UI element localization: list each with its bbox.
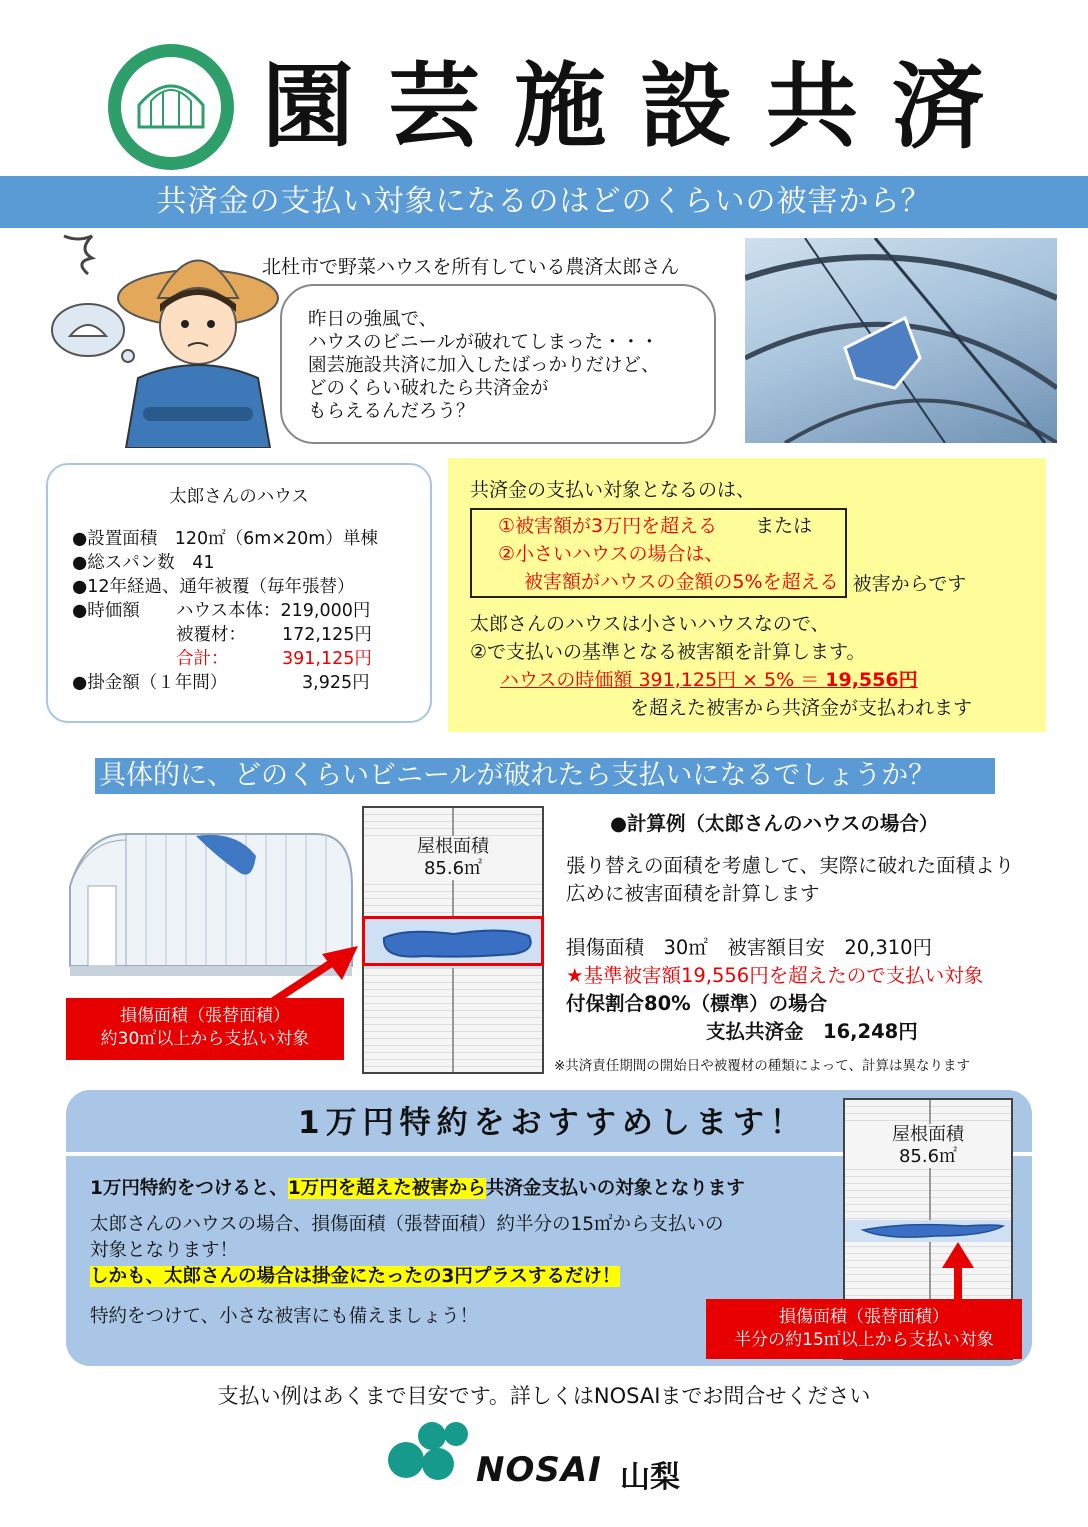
special-line3: 対象となります！ xyxy=(90,1240,239,1261)
calc-desc: 広めに被害面積を計算します xyxy=(566,882,820,905)
criteria-intro: 共済金の支払い対象となるのは、 xyxy=(470,479,756,501)
calc-example xyxy=(566,810,1014,1046)
criteria-conditions xyxy=(470,508,847,598)
section-header-payment: 共済金の支払い対象になるのはどのくらいの被害から？ xyxy=(0,176,1088,228)
roof-label: 屋根面積 xyxy=(845,1124,1011,1146)
bubble-line: 園芸施設共済に加入したばっかりだけど、 xyxy=(308,355,660,376)
brand-region: 山梨 xyxy=(620,1460,680,1495)
roof-label: 屋根面積 xyxy=(364,836,542,858)
damage-label-special xyxy=(706,1299,1022,1359)
house-spans: ●総スパン数 41 xyxy=(72,553,215,573)
house-years: ●12年経過、通年被覆（毎年張替） xyxy=(72,577,355,597)
premium-value: 3,925円 xyxy=(302,673,370,693)
body-value: 219,000円 xyxy=(280,601,371,621)
criteria-cond1: ①被害額が3万円を超える xyxy=(498,515,718,537)
calc-star: ★基準被害額19,556円を超えたので支払い対象 xyxy=(566,964,984,987)
house-area: ●設置面積 120㎡（6m×20m）単棟 xyxy=(72,529,378,549)
arrow-up-icon xyxy=(938,1240,978,1304)
nosai-logo-icon xyxy=(380,1420,476,1486)
total-value: 391,125円 xyxy=(282,649,372,669)
special-line1c: 共済金支払いの対象となります xyxy=(485,1178,745,1199)
calc-note: ※共済責任期間の開始日や被覆材の種類によって、計算は異なります xyxy=(554,1058,971,1074)
greenhouse-icon xyxy=(121,57,221,157)
damage-label-line: 約30㎡以上から支払い対象 xyxy=(100,1029,310,1049)
damage-label-line: 損傷面積（張替面積） xyxy=(120,1006,290,1026)
criteria-suffix: 被害からです xyxy=(852,573,967,595)
torn-vinyl-photo xyxy=(745,238,1057,443)
damage-label xyxy=(66,998,344,1060)
total-label: 合計： xyxy=(176,649,229,669)
damage-label-line: 損傷面積（張替面積） xyxy=(779,1307,949,1327)
special-heading: 1万円特約をおすすめします！ xyxy=(298,1105,807,1141)
damage-shape xyxy=(845,1218,1011,1244)
special-line1b: 1万円を超えた被害から xyxy=(287,1178,486,1199)
cover-label: 被覆材： xyxy=(176,625,246,645)
brand-name: NOSAI xyxy=(476,1450,602,1490)
value-label: ●時価額 xyxy=(72,601,140,621)
page-title: 園芸施設共済 xyxy=(262,53,1019,160)
roof-area: 85.6㎡ xyxy=(845,1146,1011,1168)
criteria-cond2a: ②小さいハウスの場合は、 xyxy=(498,543,724,565)
special-line4: しかも、太郎さんの場合は掛金にたったの3円プラスするだけ！ xyxy=(90,1266,621,1287)
roof-area: 85.6㎡ xyxy=(364,858,542,880)
calc-desc: 張り替えの面積を考慮して、実際に破れた面積より xyxy=(566,854,1015,877)
criteria-formula: ハウスの時価額 391,125円 × 5% ＝ xyxy=(500,669,826,691)
calc-damage: 損傷面積 30㎡ 被害額目安 20,310円 xyxy=(566,936,933,959)
criteria-cond2b: 被害額がハウスの金額の5%を超える xyxy=(524,571,839,593)
house-heading: 太郎さんのハウス xyxy=(169,487,309,507)
footer-note: 支払い例はあくまで目安です。詳しくはNOSAIまでお問合せください xyxy=(217,1384,871,1408)
damage-label-line: 半分の約15㎡以上から支払い対象 xyxy=(734,1330,994,1350)
farmer-illustration xyxy=(40,228,280,448)
damage-frame xyxy=(362,916,544,966)
section-header-example: 具体的に、どのくらいビニールが破れたら支払いになるでしょうか？ xyxy=(95,758,995,794)
criteria-or: または xyxy=(755,515,813,537)
bubble-line: どのくらい破れたら共済金が xyxy=(308,378,549,399)
bubble-line: ハウスのビニールが破れてしまった・・・ xyxy=(308,332,659,353)
calc-pay: 支払共済金 16,248円 xyxy=(706,1020,918,1043)
calc-ratio: 付保割合80%（標準）の場合 xyxy=(566,992,828,1015)
criteria-line3: を超えた被害から共済金が支払われます xyxy=(630,697,973,719)
calc-title: ●計算例（太郎さんのハウスの場合） xyxy=(610,812,939,835)
premium-label: ●掛金額（１年間） xyxy=(72,673,228,693)
special-line1a: 1万円特約をつけると、 xyxy=(90,1178,288,1199)
criteria-formula-result: 19,556円 xyxy=(825,669,918,691)
special-line2: 太郎さんのハウスの場合、損傷面積（張替面積）約半分の15㎡から支払いの xyxy=(90,1214,724,1235)
bubble-line: もらえるんだろう？ xyxy=(308,401,475,422)
criteria-line1: 太郎さんのハウスは小さいハウスなので、 xyxy=(470,613,830,635)
speech-bubble xyxy=(280,284,716,444)
special-line5: 特約をつけて、小さな被害にも備えましょう！ xyxy=(90,1306,479,1327)
cover-value: 172,125円 xyxy=(282,625,372,645)
body-label: ハウス本体： xyxy=(176,601,281,621)
house-info-card xyxy=(46,463,432,723)
intro-caption: 北杜市で野菜ハウスを所有している農済太郎さん xyxy=(262,256,680,278)
criteria-line2: ②で支払いの基準となる被害額を計算します。 xyxy=(470,641,866,663)
payment-criteria-box xyxy=(448,458,1046,732)
bubble-line: 昨日の強風で、 xyxy=(308,309,438,330)
